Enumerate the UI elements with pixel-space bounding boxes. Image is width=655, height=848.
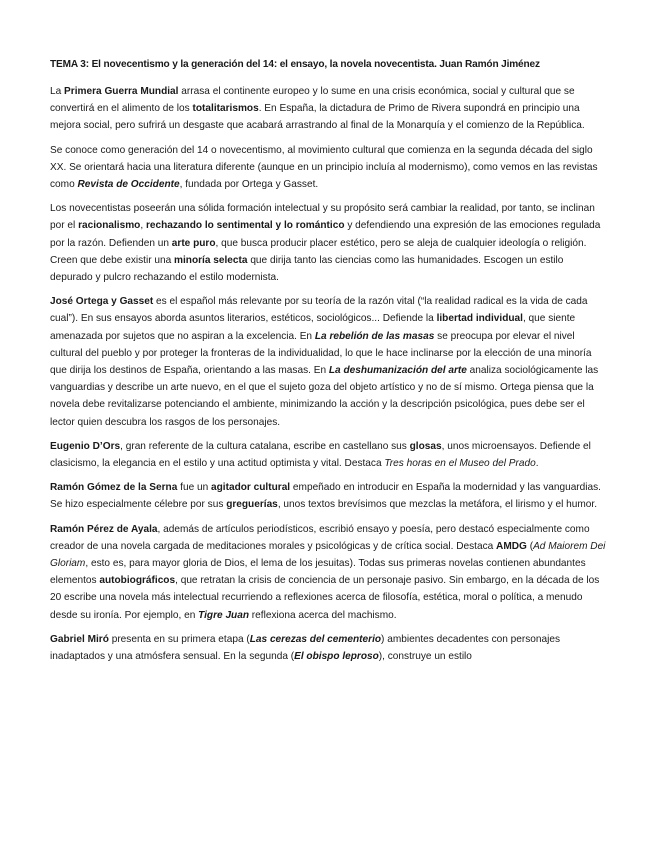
paragraph [50,631,606,665]
paragraph [50,142,606,194]
bold-italic-text: La rebelión de las masas [314,330,435,342]
bold-text: Gabriel Miró [50,633,109,645]
text-run: . En España, la dictadura de Primo de Rivera supondrá en principio una mejora social, pero sufrirá un desgaste que acabará arrastrando al final de la Monarquía y el comienzo de la República. [50,103,585,132]
text-run: , unos microensayos. Defiende el clasicismo, la elegancia en el estilo y una actitud optimista y vital. Destaca [50,440,591,470]
paragraph [50,293,606,431]
paragraph [50,438,606,472]
text-run: arrasa el continente europeo y lo sume en una crisis económica, social y cultural que se convertirá en el alimento de los [50,86,575,115]
paragraph [50,521,606,624]
bold-italic-text: El obispo leproso [294,651,379,663]
bold-text: racionalismo [78,220,141,232]
text-run: empeñado en introducir en España la modernidad y las vanguardias. Se hizo especialmente célebre por sus [50,482,601,511]
text-run: , además de artículos periodísticos, escribió ensayo y poesía, pero destacó especialmente como creador de una novela cargada de meditaciones morales y psicológicas y de crítica social. Destaca [50,523,590,552]
bold-text: totalitarismos [192,103,259,115]
bold-text: AMDG [496,540,527,552]
bold-text: rechazando lo sentimental y lo romántico [145,220,345,232]
italic-text: Tres horas en el Museo del Prado [384,458,536,470]
bold-text: Eugenio D’Ors [50,440,121,452]
bold-text: agitador cultural [211,482,291,494]
text-run: , esto es, para mayor gloria de Dios, el lema de los jesuitas). Todas sus primeras novelas contienen abundantes elementos [50,558,586,587]
text-run: La [50,86,65,97]
text-run: ( [526,540,534,552]
text-run: , fundada por Ortega y Gasset. [179,179,319,191]
text-run: Los novecentistas poseerán una sólida formación intelectual y su propósito será cambiar la realidad, por tanto, se inclinan por el [50,203,595,232]
text-run: , que retratan la crisis de conciencia de un personaje pasivo. Sin embargo, en la década de los 20 escribe una novela más intelectual recurriendo a reflexiones acerca de filosofía, estética, moral o política, a menudo desde su ironía. Por ejemplo, en [50,575,600,621]
text-run: , [140,220,146,232]
text-run: reflexiona acerca del machismo. [249,609,397,621]
document-page [50,57,606,672]
italic-text: Ad Maiorem Dei Gloriam [50,540,606,570]
bold-text: Ramón Gómez de la Serna [50,482,178,494]
text-run: Se conoce como generación del 14 o novecentismo, al movimiento cultural que comienza en la segunda década del siglo XX. Se orientará hacia una literatura diferente (aunque en un principio incluía al modernismo), como vemos en las revistas como [50,144,598,191]
text-run: fue un [177,482,212,494]
text-run: es el español más relevante por su teoría de la razón vital (“la realidad radical es la vida de cada cual”). En sus ensayos aborda asuntos literarios, estéticos, sociológicos... Defiende la [50,296,588,325]
text-run: , que busca producir placer estético, pero se aleja de cualquier ideología o religión. Creen que debe existir una [50,237,587,266]
text-run: , que siente amenazada por sujetos que no aspiran a la excelencia. En [50,313,576,342]
bold-text: greguerías [226,499,278,511]
document-body [50,83,606,665]
bold-text: glosas [409,440,442,452]
text-run: . [535,458,539,470]
text-run: ), construye un estilo [378,651,472,663]
text-run: , gran referente de la cultura catalana, escribe en castellano sus [120,440,410,452]
bold-text: libertad individual [436,313,523,325]
document-title: TEMA 3: El novecentismo y la generación del 14: el ensayo, la novela novecentista. Juan Ramón Jiménez [50,59,540,70]
text-run: presenta en su primera etapa ( [108,633,250,645]
bold-italic-text: Tigre Juan [198,609,249,621]
bold-italic-text: La deshumanización del arte [328,365,467,377]
text-run: ) ambientes decadentes con personajes inadaptados y una atmósfera sensual. En la segunda ( [50,633,561,663]
text-run: analiza sociológicamente las vanguardias y describe un arte nuevo, en el que el sujeto goza del objeto artístico y no de sí mismo. Ortega piensa que la novela debe revitalizarse potenciando el ambiente, minimizando la acción y la descripción psicológica, pues debe ser el lector quien descubra los rasgos de los personajes. [50,365,599,428]
bold-text: Primera Guerra Mundial [64,86,179,97]
bold-text: Ramón Pérez de Ayala [50,523,158,535]
text-run: se preocupa por elevar el nivel cultural del pueblo y por proteger la fronteras de la individualidad, lo que le hace inclinarse por la elección de una minoría que dirija los destinos de España, orientando a las masas. En [50,330,592,377]
text-run: que dirija tanto las ciencias como las humanidades. Escogen un estilo depurado y pulcro rechazando el estilo modernista. [50,254,564,284]
text-run: , unos textos brevísimos que mezclas la metáfora, el lirismo y el humor. [277,499,598,511]
bold-text: autobiográficos [99,575,176,587]
bold-italic-text: Revista de Occidente [77,179,180,191]
paragraph [50,83,606,135]
paragraph [50,200,606,286]
bold-text: José Ortega y Gasset [50,296,154,308]
bold-text: minoría selecta [174,254,248,266]
text-run: y defendiendo una expresión de las emociones regulada por la razón. Defienden un [50,220,601,249]
paragraph [50,479,606,513]
bold-italic-text: Las cerezas del cementerio [249,633,382,645]
bold-text: arte puro [171,237,216,249]
